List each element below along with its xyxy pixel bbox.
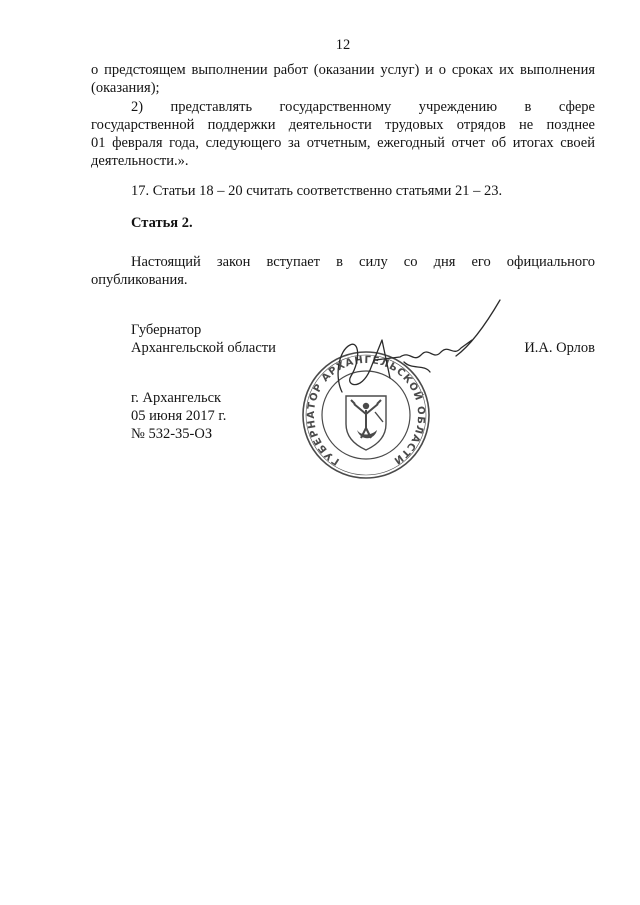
law-number: № 532-35-ОЗ xyxy=(131,426,213,442)
text-line: (оказания); xyxy=(91,80,160,96)
text-line: деятельности.». xyxy=(91,153,189,169)
signer-name: И.А. Орлов xyxy=(524,340,595,356)
handwritten-signature xyxy=(320,290,510,410)
signer-title-line1: Губернатор xyxy=(131,322,202,338)
page-number: 12 xyxy=(335,37,351,53)
seal-text: ГУБЕРНАТОР АРХАНГЕЛЬСКОЙ ОБЛАСТИ xyxy=(305,354,427,467)
text-line: о предстоящем выполнении работ (оказании услуг) и о сроках их выполнения xyxy=(91,62,595,78)
text-line: опубликования. xyxy=(91,272,188,288)
signer-title-line2: Архангельской области xyxy=(131,340,276,356)
place: г. Архангельск xyxy=(131,390,222,406)
text-line: 01 февраля года, следующего за отчетным, ежегодный отчет об итогах своей xyxy=(91,135,595,151)
item-17: 17. Статьи 18 – 20 считать соответственно статьями 21 – 23. xyxy=(131,183,503,199)
date: 05 июня 2017 г. xyxy=(131,408,227,424)
article-2-first-line: Настоящий закон вступает в силу со дня его официального xyxy=(131,254,595,270)
article-2-heading: Статья 2. xyxy=(131,215,193,231)
text-line: государственной поддержки деятельности трудовых отрядов не позднее xyxy=(91,117,595,133)
item-2-first-line: 2) представлять государственному учреждению в сфере xyxy=(131,99,595,115)
